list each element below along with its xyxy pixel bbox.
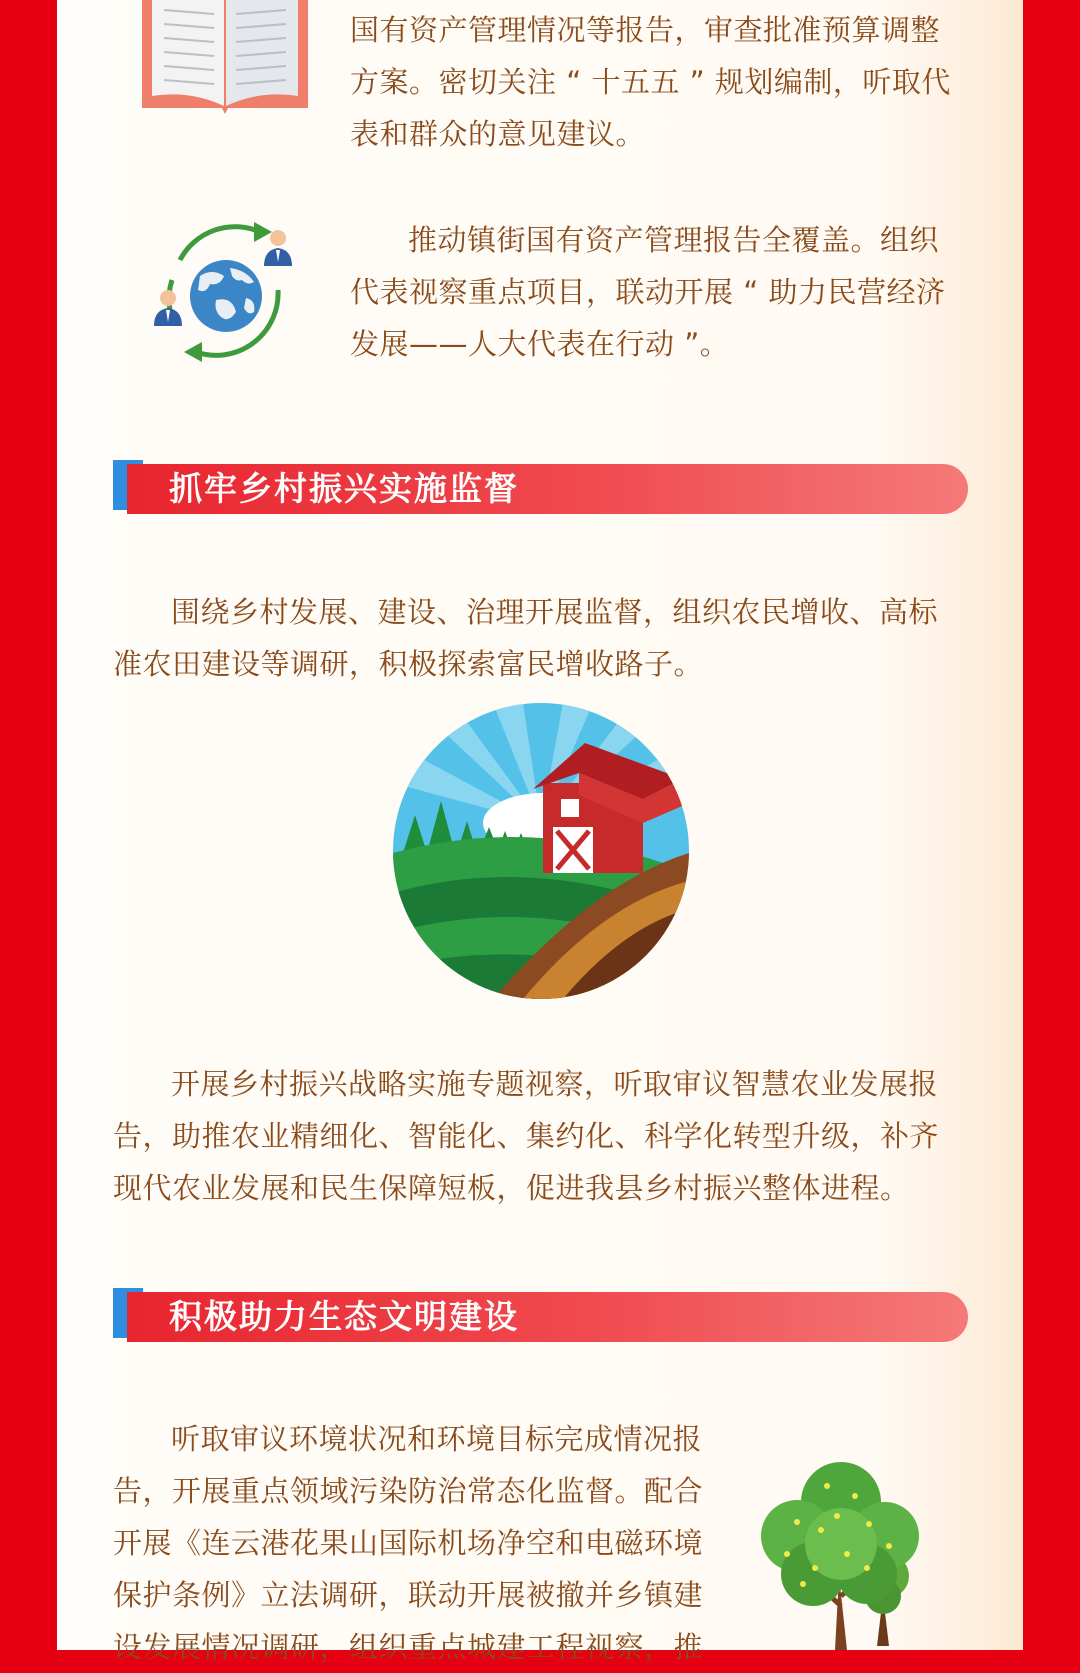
section-header-eco [113, 1286, 968, 1340]
paragraph-2: 推动镇街国有资产管理报告全覆盖。组织 代表视察重点项目，联动开展 “ 助力民营经济 发展——人大代表在行动 ”。 [350, 223, 946, 361]
globe-exchange-icon [150, 220, 305, 365]
paragraph-1: 国有资产管理情况等报告，审查批准预算调整 方案。密切关注 “ 十五五 ” 规划编制，听取代 表和群众的意见建议。 [350, 13, 951, 151]
section-header-rural [113, 458, 968, 512]
farm-barn-illustration [393, 703, 689, 999]
paragraph-5: 听取审议环境状况和环境目标完成情况报 告，开展重点领域污染防治常态化监督。配合 开展《连云港花果山国际机场净空和电磁环境 保护条例》立法调研，联动开展被撤并乡镇建 设发展情况调研，组织重点城建工程视察，推 [113, 1422, 704, 1664]
paragraph-3: 围绕乡村发展、建设、治理开展监督，组织农民增收、高标 准农田建设等调研，积极探索富民增收路子。 [113, 595, 939, 681]
open-book-icon [140, 0, 310, 120]
section-title-eco: 积极助力生态文明建设 [169, 1297, 519, 1336]
section-title-rural: 抓牢乡村振兴实施监督 [169, 469, 519, 508]
paragraph-4: 开展乡村振兴战略实施专题视察，听取审议智慧农业发展报 告，助推农业精细化、智能化、集约化、科学化转型升级，补齐 现代农业发展和民生保障短板，促进我县乡村振兴整体进程。 [113, 1067, 940, 1205]
tree-illustration [757, 1456, 942, 1650]
